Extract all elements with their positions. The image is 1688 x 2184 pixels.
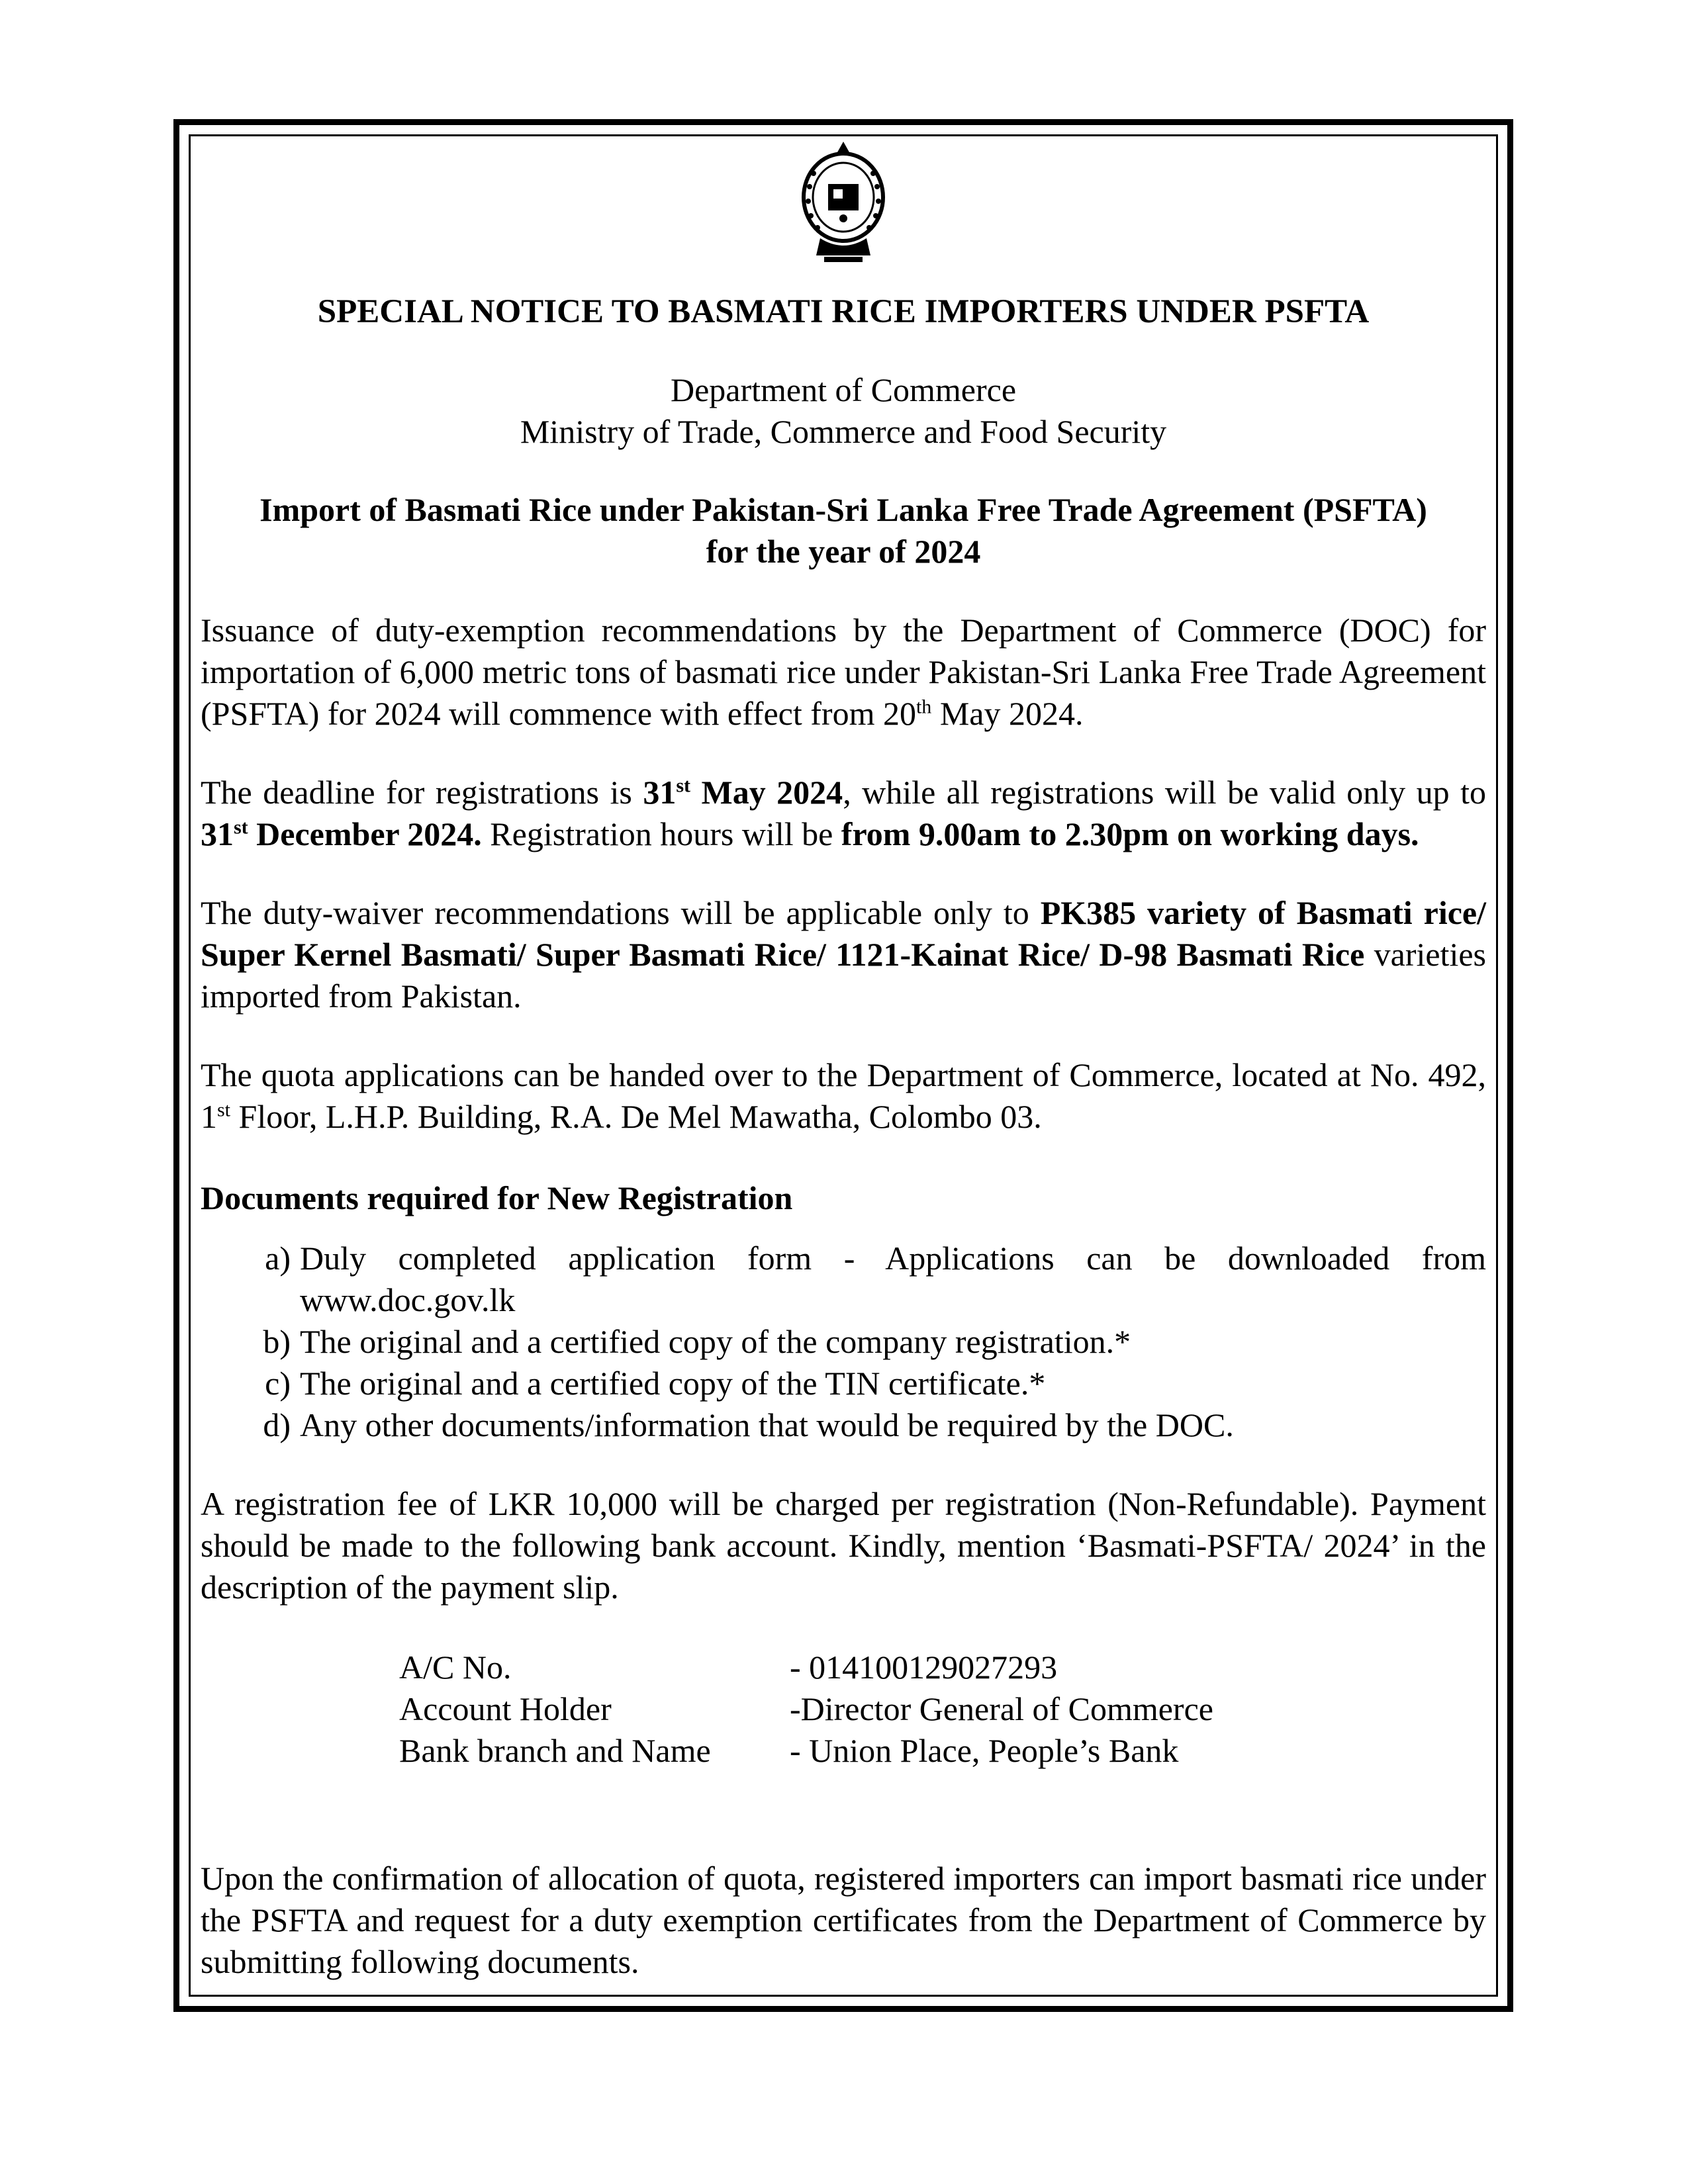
rice-varieties: PK385 variety of Basmati rice/ Super Kernel Basmati/ Super Basmati Rice/ 1121-Kainat Rice/ D-98 Basmati Rice <box>201 894 1486 973</box>
deadline-date: 31st May 2024 <box>643 774 843 811</box>
intro-paragraph <box>201 610 1486 735</box>
bank-branch-value: - Union Place, People’s Bank <box>790 1732 1179 1769</box>
intro-tail: May 2024. <box>931 695 1084 732</box>
varieties-paragraph <box>201 892 1486 1017</box>
notice-subtitle <box>201 489 1486 572</box>
bank-row-branch <box>201 1730 1486 1772</box>
final-paragraph: Upon the confirmation of allocation of quota, registered importers can import basmati rice under the PSFTA and request for a duty exemption certificates from the Department of Commerce by submitting following documents. <box>201 1860 1486 1980</box>
list-marker: a) <box>265 1240 291 1277</box>
list-item <box>201 1404 1486 1446</box>
bank-branch-label: Bank branch and Name <box>399 1732 711 1769</box>
list-item <box>201 1321 1486 1363</box>
varieties-tail: varieties imported from Pakistan. <box>201 936 1486 1015</box>
subtitle-line-1: Import of Basmati Rice under Pakistan-Sri Lanka Free Trade Agreement (PSFTA) <box>259 491 1427 528</box>
list-text: The original and a certified copy of the TIN certificate.* <box>300 1365 1046 1402</box>
varieties-text: The duty-waiver recommendations will be applicable only to <box>201 894 1041 931</box>
department-name: Department of Commerce <box>670 371 1017 408</box>
deadline-text: The deadline for registrations is <box>201 774 643 811</box>
list-item <box>201 1363 1486 1404</box>
account-holder-value: -Director General of Commerce <box>790 1690 1213 1727</box>
address-paragraph <box>201 1054 1486 1138</box>
address-sup: st <box>217 1099 231 1121</box>
bank-row-holder <box>201 1688 1486 1730</box>
list-marker: c) <box>265 1365 291 1402</box>
list-text: The original and a certified copy of the company registration.* <box>300 1323 1131 1360</box>
list-item <box>201 1238 1486 1321</box>
documents-list <box>201 1238 1486 1446</box>
account-number-value: - 014100129027293 <box>790 1649 1058 1686</box>
account-holder-label: Account Holder <box>399 1690 612 1727</box>
notice-content <box>201 139 1486 1983</box>
list-text: Duly completed application form - Applications can be downloaded from www.doc.gov.lk <box>300 1240 1486 1318</box>
list-marker: d) <box>263 1406 291 1443</box>
fee-paragraph: A registration fee of LKR 10,000 will be charged per registration (Non-Refundable). Payment should be made to the following bank account. Kindly, mention ‘Basmati-PSFTA/ 2024’ in the description of the payment slip. <box>201 1485 1486 1606</box>
notice-title: SPECIAL NOTICE TO BASMATI RICE IMPORTERS UNDER PSFTA <box>317 293 1370 330</box>
bank-row-account <box>201 1647 1486 1688</box>
account-number-label: A/C No. <box>399 1649 512 1686</box>
validity-text: , while all registrations will be valid only up to <box>843 774 1486 811</box>
sri-lanka-emblem-icon <box>794 139 893 265</box>
list-text: Any other documents/information that would be required by the DOC. <box>300 1406 1234 1443</box>
intro-sup: th <box>915 696 932 718</box>
deadline-paragraph <box>201 772 1486 855</box>
address-tail: Floor, L.H.P. Building, R.A. De Mel Mawatha, Colombo 03. <box>230 1098 1042 1135</box>
registration-hours: from 9.00am to 2.30pm on working days. <box>841 815 1419 852</box>
intro-text: Issuance of duty-exemption recommendations by the Department of Commerce (DOC) for importation of 6,000 metric tons of basmati rice under Pakistan-Sri Lanka Free Trade Agreement (PSFTA) for 2024 will commence with effect from 20 <box>201 612 1486 732</box>
documents-heading: Documents required for New Registration <box>201 1179 793 1216</box>
subtitle-line-2: for the year of 2024 <box>706 533 981 570</box>
validity-date: 31st December 2024. <box>201 815 482 852</box>
list-marker: b) <box>263 1323 291 1360</box>
address-text: The quota applications can be handed over to the Department of Commerce, located at No. 492, 1 <box>201 1056 1486 1135</box>
hours-text: Registration hours will be <box>481 815 841 852</box>
bank-details <box>201 1647 1486 1772</box>
ministry-name: Ministry of Trade, Commerce and Food Security <box>520 413 1167 450</box>
